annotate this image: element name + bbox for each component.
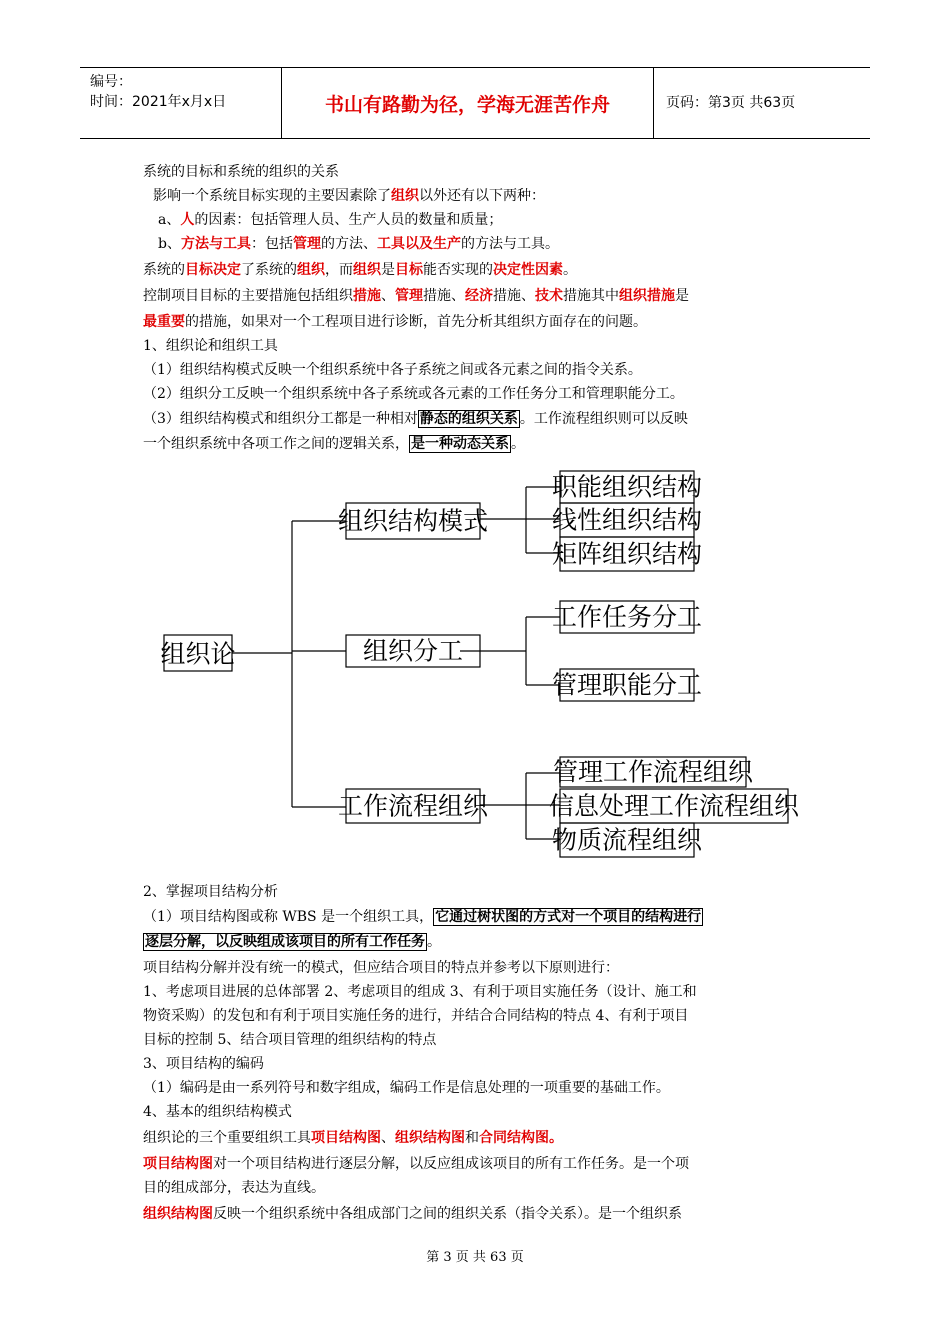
text-line: b、方法与工具：包括管理的方法、工具以及生产的方法与工具。 — [158, 236, 559, 252]
node-linear: 线性组织结构 — [551, 505, 703, 535]
text-line: 组织论的三个重要组织工具项目结构图、组织结构图和合同结构图。 — [143, 1130, 563, 1146]
text-line: 控制项目目标的主要措施包括组织措施、管理措施、经济措施、技术措施其中组织措施是 — [143, 288, 689, 304]
page-header — [80, 67, 870, 139]
text-line: 系统的目标决定了系统的组织，而组织是目标能否实现的决定性因素。 — [143, 262, 577, 278]
text-line: （2）组织分工反映一个组织系统中各子系统或各元素的工作任务分工和管理职能分工。 — [143, 386, 684, 402]
header-page-number: 页码：第3页 共63页 — [666, 95, 796, 111]
text-line: 系统的目标和系统的组织的关系 — [143, 164, 339, 180]
organization-tree-diagram — [160, 465, 800, 869]
tree-svg — [160, 465, 800, 865]
text-line: 组织结构图反映一个组织系统中各组成部门之间的组织关系（指令关系）。是一个组织系 — [143, 1206, 682, 1222]
text-line: 物资采购）的发包和有利于项目实施任务的进行，并结合合同结构的特点 4、有利于项目 — [143, 1008, 689, 1024]
boxed-highlight: 逐层分解，以反映组成该项目的所有工作任务 — [145, 934, 425, 950]
number-label: 编号： — [90, 74, 132, 90]
boxed-highlight: 静态的组织关系 — [419, 411, 518, 427]
text-line: 目的组成部分，表达为直线。 — [143, 1180, 325, 1196]
node-root: 组织论 — [160, 639, 236, 669]
node-division: 组织分工 — [362, 636, 464, 666]
node-info-flow: 信息处理工作流程组织 — [548, 791, 800, 821]
header-divider — [653, 68, 654, 138]
text-line: 逐层分解，以反映组成该项目的所有工作任务 。 — [145, 934, 441, 950]
section-heading: 4、基本的组织结构模式 — [143, 1104, 292, 1120]
text-line: （1）项目结构图或称 WBS 是一个组织工具， 它通过树状图的方式对一个项目的结构进行 — [143, 909, 702, 925]
node-material-flow: 物质流程组织 — [551, 825, 703, 855]
node-mgmt-flow: 管理工作流程组织 — [552, 757, 754, 787]
node-functional: 职能组织结构 — [551, 472, 703, 502]
text-line: （1）编码是由一系列符号和数字组成，编码工作是信息处理的一项重要的基础工作。 — [143, 1080, 670, 1096]
text-line: （1）组织结构模式反映一个组织系统中各子系统之间或各元素之间的指令关系。 — [143, 362, 642, 378]
section-heading: 3、项目结构的编码 — [143, 1056, 264, 1072]
node-matrix: 矩阵组织结构 — [551, 539, 703, 569]
node-workflow: 工作流程组织 — [337, 791, 489, 821]
boxed-highlight: 它通过树状图的方式对一个项目的结构进行 — [435, 909, 702, 925]
page-footer: 第 3 页 共 63 页 — [426, 1250, 524, 1265]
text-line: 一个组织系统中各项工作之间的逻辑关系， 是一种动态关系 。 — [143, 436, 525, 452]
node-function-division: 管理职能分工 — [551, 670, 703, 700]
section-heading: 1、组织论和组织工具 — [143, 338, 278, 354]
text-line: 最重要的措施，如果对一个工程项目进行诊断，首先分析其组织方面存在的问题。 — [143, 314, 647, 330]
text-line: 1、考虑项目进展的总体部署 2、考虑项目的组成 3、有利于项目实施任务（设计、施工和 — [143, 984, 697, 1000]
node-task-division: 工作任务分工 — [551, 602, 703, 632]
header-meta — [90, 72, 226, 112]
header-motto: 书山有路勤为径，学海无涯苦作舟 — [324, 93, 610, 116]
text-line: 项目结构分解并没有统一的模式，但应结合项目的特点并参考以下原则进行： — [143, 960, 619, 976]
node-structure-mode: 组织结构模式 — [337, 506, 489, 536]
boxed-highlight: 是一种动态关系 — [411, 436, 509, 452]
text-line: a、人的因素：包括管理人员、生产人员的数量和质量； — [158, 212, 503, 228]
text-line: 目标的控制 5、结合项目管理的组织结构的特点 — [143, 1032, 437, 1048]
time-label: 时间：2021年x月x日 — [90, 94, 227, 110]
text-line: 项目结构图对一个项目结构进行逐层分解，以反应组成该项目的所有工作任务。是一个项 — [143, 1156, 689, 1172]
text-line: （3）组织结构模式和组织分工都是一种相对 静态的组织关系 。工作流程组织则可以反映 — [143, 411, 688, 427]
text-line: 影响一个系统目标实现的主要因素除了组织以外还有以下两种： — [153, 188, 545, 204]
section-heading: 2、掌握项目结构分析 — [143, 884, 278, 900]
